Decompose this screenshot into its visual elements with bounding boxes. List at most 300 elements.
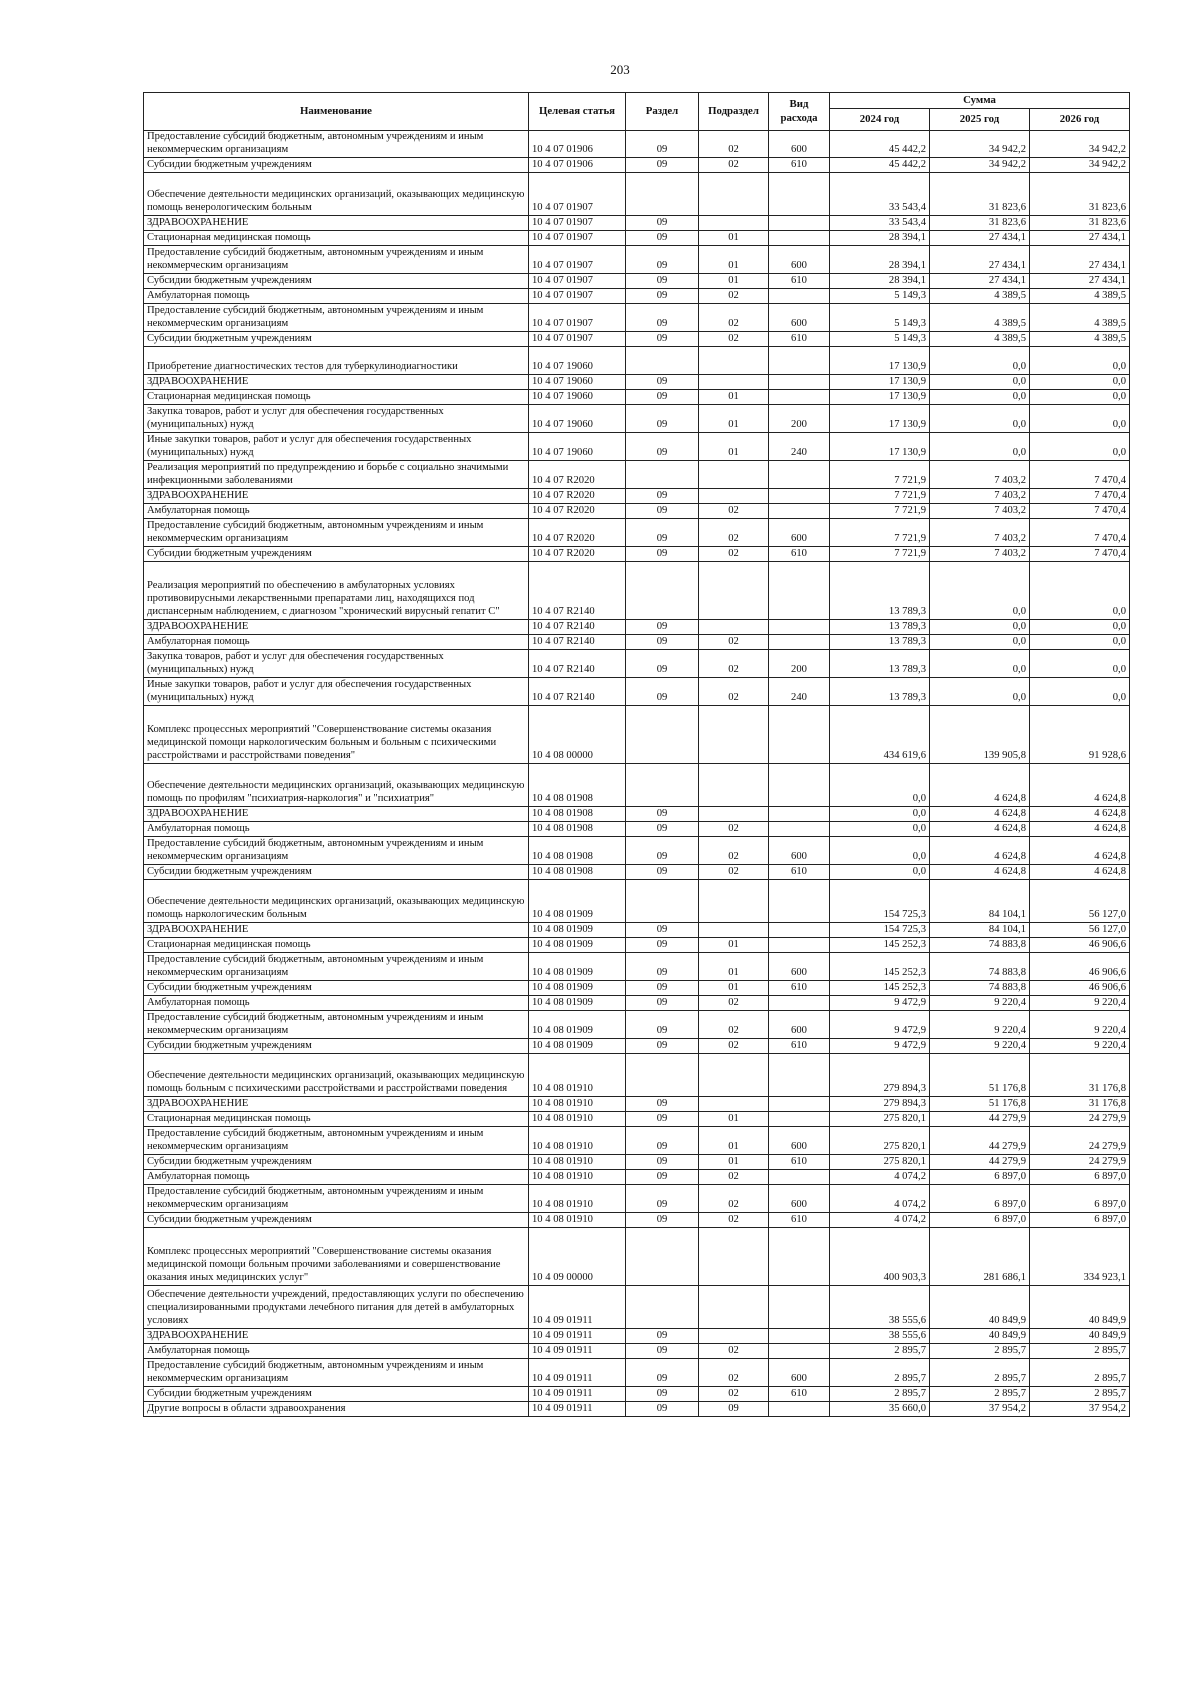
row-sum-2024: 2 895,7: [830, 1387, 930, 1402]
row-sum-2026: 9 220,4: [1030, 1039, 1130, 1054]
row-target-article: 10 4 08 01910: [529, 1170, 626, 1185]
row-target-article: 10 4 09 01911: [529, 1387, 626, 1402]
table-row: [144, 650, 1130, 678]
row-section: 09: [626, 996, 699, 1011]
row-sum-2026: 40 849,9: [1030, 1286, 1130, 1329]
row-name: Предоставление субсидий бюджетным, автономным учреждениям и иным некоммерческим организациям: [144, 1011, 529, 1039]
row-section: 09: [626, 289, 699, 304]
row-sum-2026: 46 906,6: [1030, 953, 1130, 981]
row-sum-2024: 17 130,9: [830, 347, 930, 375]
row-section: 09: [626, 1039, 699, 1054]
row-subsection: [699, 1054, 769, 1097]
row-sum-2026: 6 897,0: [1030, 1185, 1130, 1213]
row-expense-type: [769, 1170, 830, 1185]
row-section: [626, 461, 699, 489]
row-subsection: 02: [699, 304, 769, 332]
row-sum-2024: 275 820,1: [830, 1127, 930, 1155]
table-header: [144, 93, 1130, 131]
row-sum-2024: 279 894,3: [830, 1097, 930, 1112]
row-section: 09: [626, 375, 699, 390]
row-target-article: 10 4 08 01910: [529, 1185, 626, 1213]
row-target-article: 10 4 07 R2020: [529, 547, 626, 562]
row-sum-2024: 154 725,3: [830, 880, 930, 923]
row-section: 09: [626, 547, 699, 562]
row-name: Стационарная медицинская помощь: [144, 390, 529, 405]
row-name: Субсидии бюджетным учреждениям: [144, 1387, 529, 1402]
row-sum-2024: 17 130,9: [830, 405, 930, 433]
row-target-article: 10 4 09 01911: [529, 1286, 626, 1329]
row-sum-2024: 0,0: [830, 865, 930, 880]
row-sum-2026: 6 897,0: [1030, 1170, 1130, 1185]
row-sum-2024: 13 789,3: [830, 678, 930, 706]
row-sum-2025: 4 389,5: [930, 289, 1030, 304]
row-target-article: 10 4 08 01910: [529, 1213, 626, 1228]
row-name: Стационарная медицинская помощь: [144, 1112, 529, 1127]
table-row: [144, 504, 1130, 519]
row-section: 09: [626, 1359, 699, 1387]
row-target-article: 10 4 07 R2020: [529, 461, 626, 489]
row-sum-2024: 7 721,9: [830, 504, 930, 519]
row-sum-2025: 27 434,1: [930, 246, 1030, 274]
table-row: [144, 880, 1130, 923]
row-sum-2026: 4 389,5: [1030, 304, 1130, 332]
table-row: [144, 635, 1130, 650]
row-expense-type: 600: [769, 519, 830, 547]
row-name: Другие вопросы в области здравоохранения: [144, 1402, 529, 1417]
row-section: 09: [626, 822, 699, 837]
table-row: [144, 1213, 1130, 1228]
row-sum-2026: 46 906,6: [1030, 981, 1130, 996]
row-expense-type: [769, 706, 830, 764]
row-sum-2025: 0,0: [930, 390, 1030, 405]
row-sum-2026: 40 849,9: [1030, 1329, 1130, 1344]
row-section: 09: [626, 1155, 699, 1170]
row-target-article: 10 4 07 R2020: [529, 489, 626, 504]
row-subsection: 02: [699, 332, 769, 347]
row-sum-2025: 74 883,8: [930, 953, 1030, 981]
row-sum-2025: 4 624,8: [930, 822, 1030, 837]
row-expense-type: [769, 1097, 830, 1112]
row-name: Субсидии бюджетным учреждениям: [144, 158, 529, 173]
row-sum-2026: 56 127,0: [1030, 923, 1130, 938]
row-sum-2024: 13 789,3: [830, 650, 930, 678]
row-sum-2025: 4 624,8: [930, 837, 1030, 865]
row-name: ЗДРАВООХРАНЕНИЕ: [144, 620, 529, 635]
row-sum-2024: 28 394,1: [830, 231, 930, 246]
row-sum-2025: 31 823,6: [930, 216, 1030, 231]
row-subsection: 01: [699, 405, 769, 433]
table-row: [144, 865, 1130, 880]
row-section: 09: [626, 650, 699, 678]
row-name: Иные закупки товаров, работ и услуг для обеспечения государственных (муниципальных) нужд: [144, 678, 529, 706]
row-sum-2024: 400 903,3: [830, 1228, 930, 1286]
row-sum-2026: 0,0: [1030, 347, 1130, 375]
row-subsection: 01: [699, 246, 769, 274]
row-section: 09: [626, 865, 699, 880]
row-name: Амбулаторная помощь: [144, 504, 529, 519]
row-name: Субсидии бюджетным учреждениям: [144, 1039, 529, 1054]
row-expense-type: [769, 764, 830, 807]
row-target-article: 10 4 09 00000: [529, 1228, 626, 1286]
row-sum-2026: 37 954,2: [1030, 1402, 1130, 1417]
row-name: Амбулаторная помощь: [144, 289, 529, 304]
row-section: 09: [626, 504, 699, 519]
row-sum-2026: 31 176,8: [1030, 1097, 1130, 1112]
row-sum-2026: 4 389,5: [1030, 289, 1130, 304]
row-subsection: [699, 375, 769, 390]
row-sum-2025: 0,0: [930, 678, 1030, 706]
row-sum-2026: 4 624,8: [1030, 807, 1130, 822]
row-sum-2024: 4 074,2: [830, 1213, 930, 1228]
row-expense-type: 200: [769, 650, 830, 678]
row-name: Амбулаторная помощь: [144, 822, 529, 837]
row-subsection: 01: [699, 433, 769, 461]
row-subsection: 02: [699, 1344, 769, 1359]
row-sum-2025: 44 279,9: [930, 1155, 1030, 1170]
table-row: [144, 1402, 1130, 1417]
row-sum-2024: 17 130,9: [830, 390, 930, 405]
row-subsection: [699, 347, 769, 375]
page-number: 203: [610, 62, 630, 77]
row-name: Приобретение диагностических тестов для туберкулинодиагностики: [144, 347, 529, 375]
row-sum-2026: 9 220,4: [1030, 1011, 1130, 1039]
row-target-article: 10 4 08 01908: [529, 837, 626, 865]
row-target-article: 10 4 09 01911: [529, 1329, 626, 1344]
row-target-article: 10 4 08 01908: [529, 807, 626, 822]
row-expense-type: [769, 1344, 830, 1359]
row-target-article: 10 4 07 01907: [529, 274, 626, 289]
row-name: Обеспечение деятельности медицинских организаций, оказывающих медицинскую помощь венерологическим больным: [144, 173, 529, 216]
row-subsection: 01: [699, 938, 769, 953]
header-2026: 2026 год: [1030, 109, 1130, 131]
row-expense-type: [769, 1286, 830, 1329]
row-section: 09: [626, 1127, 699, 1155]
row-target-article: 10 4 08 01908: [529, 764, 626, 807]
row-target-article: 10 4 07 01907: [529, 173, 626, 216]
row-target-article: 10 4 08 00000: [529, 706, 626, 764]
row-sum-2024: 5 149,3: [830, 304, 930, 332]
table-row: [144, 1329, 1130, 1344]
row-subsection: 02: [699, 1039, 769, 1054]
row-sum-2024: 0,0: [830, 807, 930, 822]
row-sum-2025: 0,0: [930, 375, 1030, 390]
row-expense-type: 600: [769, 131, 830, 158]
row-name: Субсидии бюджетным учреждениям: [144, 547, 529, 562]
row-sum-2026: 0,0: [1030, 635, 1130, 650]
table-row: [144, 246, 1130, 274]
row-name: Предоставление субсидий бюджетным, автономным учреждениям и иным некоммерческим организациям: [144, 837, 529, 865]
row-section: 09: [626, 923, 699, 938]
row-sum-2025: 7 403,2: [930, 504, 1030, 519]
row-sum-2026: 24 279,9: [1030, 1127, 1130, 1155]
row-sum-2024: 38 555,6: [830, 1329, 930, 1344]
header-name: Наименование: [144, 93, 529, 131]
row-sum-2024: 5 149,3: [830, 332, 930, 347]
row-section: [626, 1228, 699, 1286]
row-sum-2026: 0,0: [1030, 405, 1130, 433]
row-name: Предоставление субсидий бюджетным, автономным учреждениям и иным некоммерческим организациям: [144, 1185, 529, 1213]
row-sum-2024: 17 130,9: [830, 433, 930, 461]
row-sum-2025: 7 403,2: [930, 489, 1030, 504]
row-sum-2025: 74 883,8: [930, 981, 1030, 996]
table-row: [144, 1170, 1130, 1185]
row-sum-2026: 7 470,4: [1030, 504, 1130, 519]
row-sum-2026: 4 624,8: [1030, 822, 1130, 837]
row-section: [626, 764, 699, 807]
row-sum-2025: 7 403,2: [930, 519, 1030, 547]
header-section: Раздел: [626, 93, 699, 131]
row-subsection: 01: [699, 1112, 769, 1127]
table-row: [144, 1039, 1130, 1054]
row-expense-type: [769, 1112, 830, 1127]
row-target-article: 10 4 08 01909: [529, 953, 626, 981]
row-expense-type: 240: [769, 678, 830, 706]
row-sum-2024: 145 252,3: [830, 981, 930, 996]
row-target-article: 10 4 08 01909: [529, 1011, 626, 1039]
row-sum-2025: 34 942,2: [930, 131, 1030, 158]
row-sum-2025: 31 823,6: [930, 173, 1030, 216]
row-sum-2026: 34 942,2: [1030, 158, 1130, 173]
row-sum-2024: 13 789,3: [830, 620, 930, 635]
row-sum-2024: 7 721,9: [830, 461, 930, 489]
row-sum-2025: 6 897,0: [930, 1185, 1030, 1213]
row-target-article: 10 4 08 01909: [529, 923, 626, 938]
row-target-article: 10 4 07 R2140: [529, 620, 626, 635]
row-sum-2026: 0,0: [1030, 620, 1130, 635]
row-expense-type: [769, 635, 830, 650]
row-subsection: [699, 923, 769, 938]
row-subsection: 02: [699, 1011, 769, 1039]
row-sum-2024: 2 895,7: [830, 1359, 930, 1387]
row-target-article: 10 4 07 01906: [529, 131, 626, 158]
row-name: Закупка товаров, работ и услуг для обеспечения государственных (муниципальных) нужд: [144, 650, 529, 678]
row-sum-2025: 7 403,2: [930, 461, 1030, 489]
row-sum-2024: 7 721,9: [830, 519, 930, 547]
row-sum-2025: 2 895,7: [930, 1344, 1030, 1359]
row-subsection: [699, 1329, 769, 1344]
row-subsection: 02: [699, 504, 769, 519]
table-row: [144, 1387, 1130, 1402]
row-target-article: 10 4 08 01910: [529, 1054, 626, 1097]
row-expense-type: 600: [769, 1185, 830, 1213]
row-sum-2026: 31 176,8: [1030, 1054, 1130, 1097]
row-sum-2025: 44 279,9: [930, 1112, 1030, 1127]
table-row: [144, 764, 1130, 807]
row-sum-2026: 2 895,7: [1030, 1387, 1130, 1402]
row-subsection: 01: [699, 1127, 769, 1155]
row-target-article: 10 4 07 01907: [529, 231, 626, 246]
row-subsection: 02: [699, 1359, 769, 1387]
row-name: Иные закупки товаров, работ и услуг для обеспечения государственных (муниципальных) нужд: [144, 433, 529, 461]
table-row: [144, 938, 1130, 953]
row-sum-2026: 31 823,6: [1030, 173, 1130, 216]
row-sum-2024: 4 074,2: [830, 1170, 930, 1185]
table-row: [144, 289, 1130, 304]
row-target-article: 10 4 07 19060: [529, 433, 626, 461]
row-subsection: 02: [699, 678, 769, 706]
row-sum-2025: 27 434,1: [930, 274, 1030, 289]
row-sum-2025: 84 104,1: [930, 923, 1030, 938]
row-expense-type: [769, 996, 830, 1011]
table-row: [144, 996, 1130, 1011]
table-row: [144, 304, 1130, 332]
row-section: 09: [626, 635, 699, 650]
row-sum-2024: 0,0: [830, 764, 930, 807]
row-sum-2024: 145 252,3: [830, 953, 930, 981]
row-sum-2025: 0,0: [930, 433, 1030, 461]
row-subsection: 02: [699, 158, 769, 173]
table-row: [144, 981, 1130, 996]
table-row: [144, 923, 1130, 938]
row-section: 09: [626, 405, 699, 433]
row-expense-type: [769, 216, 830, 231]
row-sum-2026: 0,0: [1030, 375, 1130, 390]
row-name: Реализация мероприятий по обеспечению в амбулаторных условиях противовирусными лекарственными препаратами лиц, находящихся под диспансерным наблюдением, с диагнозом "хронический вирусный гепатит С": [144, 562, 529, 620]
row-sum-2024: 7 721,9: [830, 489, 930, 504]
row-subsection: 01: [699, 981, 769, 996]
table-row: [144, 547, 1130, 562]
row-section: 09: [626, 1185, 699, 1213]
row-target-article: 10 4 07 19060: [529, 347, 626, 375]
row-expense-type: 600: [769, 1011, 830, 1039]
row-section: 09: [626, 1213, 699, 1228]
table-row: [144, 1011, 1130, 1039]
row-sum-2024: 13 789,3: [830, 562, 930, 620]
row-name: Субсидии бюджетным учреждениям: [144, 981, 529, 996]
row-expense-type: [769, 231, 830, 246]
row-target-article: 10 4 07 01907: [529, 216, 626, 231]
row-subsection: 01: [699, 390, 769, 405]
row-sum-2025: 27 434,1: [930, 231, 1030, 246]
row-expense-type: [769, 1054, 830, 1097]
table-row: [144, 375, 1130, 390]
row-subsection: 02: [699, 837, 769, 865]
row-expense-type: 610: [769, 1213, 830, 1228]
row-sum-2025: 4 389,5: [930, 304, 1030, 332]
row-subsection: [699, 1286, 769, 1329]
row-name: ЗДРАВООХРАНЕНИЕ: [144, 489, 529, 504]
row-target-article: 10 4 07 R2020: [529, 519, 626, 547]
row-expense-type: [769, 807, 830, 822]
row-sum-2025: 34 942,2: [930, 158, 1030, 173]
row-sum-2025: 4 624,8: [930, 764, 1030, 807]
table-row: [144, 1344, 1130, 1359]
table-row: [144, 1054, 1130, 1097]
row-sum-2024: 145 252,3: [830, 938, 930, 953]
row-section: 09: [626, 216, 699, 231]
row-sum-2026: 24 279,9: [1030, 1112, 1130, 1127]
row-section: 09: [626, 158, 699, 173]
row-target-article: 10 4 07 01907: [529, 289, 626, 304]
row-sum-2026: 4 389,5: [1030, 332, 1130, 347]
table-row: [144, 173, 1130, 216]
row-sum-2025: 6 897,0: [930, 1170, 1030, 1185]
row-sum-2024: 9 472,9: [830, 1039, 930, 1054]
row-subsection: 02: [699, 1170, 769, 1185]
row-subsection: 01: [699, 953, 769, 981]
row-subsection: [699, 173, 769, 216]
table-row: [144, 332, 1130, 347]
row-expense-type: [769, 504, 830, 519]
table-row: [144, 1228, 1130, 1286]
row-sum-2024: 35 660,0: [830, 1402, 930, 1417]
row-name: Субсидии бюджетным учреждениям: [144, 332, 529, 347]
row-sum-2024: 434 619,6: [830, 706, 930, 764]
row-sum-2026: 24 279,9: [1030, 1155, 1130, 1170]
row-expense-type: 610: [769, 332, 830, 347]
row-subsection: [699, 706, 769, 764]
row-sum-2024: 38 555,6: [830, 1286, 930, 1329]
row-expense-type: [769, 461, 830, 489]
row-expense-type: [769, 1228, 830, 1286]
row-sum-2026: 56 127,0: [1030, 880, 1130, 923]
row-expense-type: [769, 489, 830, 504]
row-section: 09: [626, 274, 699, 289]
row-sum-2024: 28 394,1: [830, 246, 930, 274]
row-subsection: [699, 562, 769, 620]
row-name: Субсидии бюджетным учреждениям: [144, 1213, 529, 1228]
row-sum-2025: 0,0: [930, 635, 1030, 650]
row-subsection: 02: [699, 822, 769, 837]
table-row: [144, 274, 1130, 289]
row-target-article: 10 4 08 01910: [529, 1127, 626, 1155]
table-row: [144, 489, 1130, 504]
row-sum-2024: 28 394,1: [830, 274, 930, 289]
row-sum-2024: 279 894,3: [830, 1054, 930, 1097]
header-subsection: Подраздел: [699, 93, 769, 131]
row-sum-2024: 7 721,9: [830, 547, 930, 562]
row-sum-2025: 9 220,4: [930, 1011, 1030, 1039]
row-target-article: 10 4 08 01909: [529, 938, 626, 953]
row-sum-2026: 46 906,6: [1030, 938, 1130, 953]
row-subsection: 09: [699, 1402, 769, 1417]
row-subsection: [699, 489, 769, 504]
row-sum-2025: 84 104,1: [930, 880, 1030, 923]
row-sum-2025: 4 624,8: [930, 865, 1030, 880]
header-2025: 2025 год: [930, 109, 1030, 131]
table-row: [144, 347, 1130, 375]
row-target-article: 10 4 07 R2140: [529, 635, 626, 650]
row-expense-type: [769, 880, 830, 923]
row-sum-2025: 0,0: [930, 405, 1030, 433]
row-subsection: 01: [699, 274, 769, 289]
row-sum-2025: 4 624,8: [930, 807, 1030, 822]
row-name: Комплекс процессных мероприятий "Совершенствование системы оказания медицинской помощи больным прочими заболеваниями и совершенствование оказания иных медицинских услуг": [144, 1228, 529, 1286]
row-name: ЗДРАВООХРАНЕНИЕ: [144, 1329, 529, 1344]
row-sum-2026: 7 470,4: [1030, 519, 1130, 547]
row-target-article: 10 4 08 01908: [529, 822, 626, 837]
row-target-article: 10 4 09 01911: [529, 1402, 626, 1417]
table-row: [144, 1185, 1130, 1213]
row-name: Амбулаторная помощь: [144, 635, 529, 650]
row-sum-2026: 0,0: [1030, 390, 1130, 405]
row-sum-2025: 51 176,8: [930, 1097, 1030, 1112]
row-sum-2024: 5 149,3: [830, 289, 930, 304]
table-row: [144, 158, 1130, 173]
row-expense-type: 610: [769, 274, 830, 289]
row-sum-2026: 27 434,1: [1030, 246, 1130, 274]
row-target-article: 10 4 09 01911: [529, 1359, 626, 1387]
row-sum-2025: 9 220,4: [930, 1039, 1030, 1054]
table-row: [144, 953, 1130, 981]
row-expense-type: [769, 938, 830, 953]
row-expense-type: 610: [769, 865, 830, 880]
row-sum-2025: 40 849,9: [930, 1286, 1030, 1329]
row-sum-2024: 275 820,1: [830, 1155, 930, 1170]
row-section: 09: [626, 131, 699, 158]
row-sum-2026: 6 897,0: [1030, 1213, 1130, 1228]
table-row: [144, 1359, 1130, 1387]
